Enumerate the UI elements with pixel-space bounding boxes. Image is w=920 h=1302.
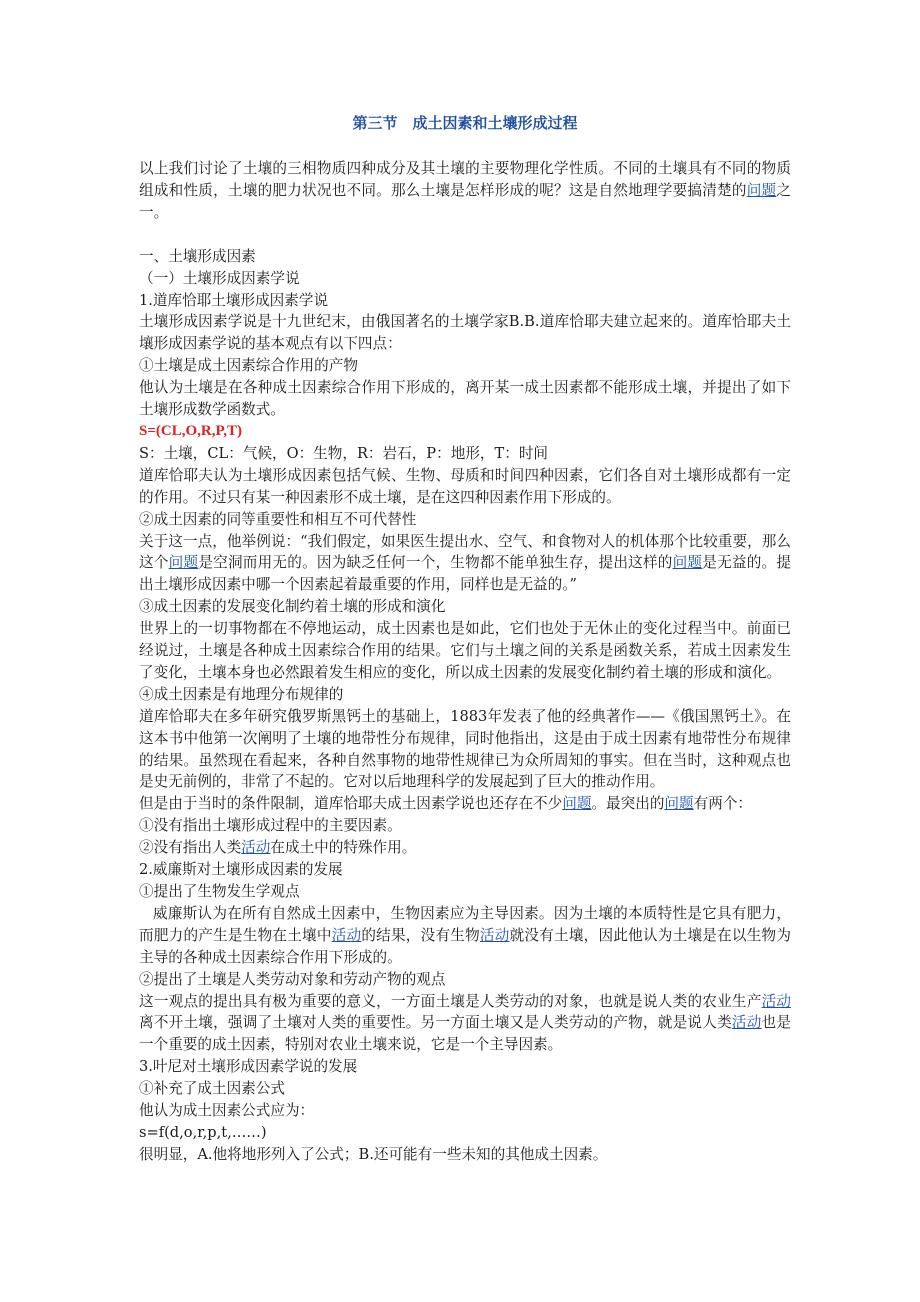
document-body: [139, 108, 791, 1166]
text-segment: ③成土因素的发展变化制约着土壤的形成和演化: [139, 598, 446, 616]
paragraph: [139, 465, 791, 509]
paragraph: [139, 859, 791, 881]
paragraph: [139, 1144, 791, 1166]
text-segment: 土壤形成因素学说是十九世纪末，由俄国著名的土壤学家B.B.道库恰耶夫建立起来的。道库恰耶夫土壤形成因素学说的基本观点有以下四点：: [139, 313, 791, 353]
text-segment: 他认为成土因素公式应为：: [139, 1102, 315, 1120]
paragraph: [139, 1122, 791, 1144]
paragraph: [139, 443, 791, 465]
paragraph: [139, 355, 791, 377]
text-segment: 也是一个重要的成土因素，特别对农业土壤来说，它是一个主导因素。: [139, 1014, 791, 1054]
text-segment: 之一。: [139, 181, 791, 221]
text-segment: ①土壤是成土因素综合作用的产物: [139, 357, 358, 375]
text-segment: 关于这一点，他举例说：“我们假定，如果医生提出水、空气、和食物对人的机体那个比较重要，那么这个: [139, 532, 791, 572]
keyword-link[interactable]: 问题: [746, 181, 777, 199]
paragraph: [139, 509, 791, 531]
paragraph: [139, 377, 791, 421]
text-segment: s=f(d,o,r,p,t,……): [139, 1123, 267, 1141]
text-segment: ②没有指出人类: [139, 839, 242, 857]
paragraph: [139, 290, 791, 312]
paragraph: [139, 596, 791, 618]
formula-line: [139, 421, 791, 443]
text-segment: 世界上的一切事物都在不停地运动，成土因素也是如此，它们也处于无休止的变化过程当中。前面已经说过，土壤是各种成土因素综合作用的结果。它们与土壤之间的关系是函数关系，若成土因素发生了变化，土壤本身也必然跟着发生相应的变化，所以成土因素的发展变化制约着土壤的形成和演化。: [139, 620, 791, 681]
text-segment: 1.道库恰耶土壤形成因素学说: [139, 291, 329, 309]
text-segment: 这一观点的提出具有极为重要的意义，一方面土壤是人类劳动的对象，也就是说人类的农业生产: [139, 992, 762, 1010]
text-segment: ②提出了土壤是人类劳动对象和劳动产物的观点: [139, 970, 446, 988]
paragraph: [139, 837, 791, 859]
paragraph: [139, 991, 791, 1057]
text-segment: ②成土因素的同等重要性和相互不可代替性: [139, 510, 417, 528]
keyword-link[interactable]: 问题: [168, 554, 199, 572]
paragraph: [139, 311, 791, 355]
paragraph: [139, 1078, 791, 1100]
keyword-link[interactable]: 活动: [479, 926, 510, 944]
text-segment: 但是由于当时的条件限制，道库恰耶夫成土因素学说也还存在不少: [139, 795, 563, 813]
text-segment: 一、土壤形成因素: [139, 247, 256, 265]
text-segment: 很明显，A.他将地形列入了公式；B.还可能有一些未知的其他成土因素。: [139, 1145, 608, 1163]
text-segment: 他认为土壤是在各种成土因素综合作用下形成的，离开某一成土因素都不能形成土壤，并提出了如下土壤形成数学函数式。: [139, 379, 791, 419]
text-segment: 有两个：: [693, 795, 753, 813]
paragraph: [139, 684, 791, 706]
paragraph: [139, 969, 791, 991]
text-segment: 3.叶尼对土壤形成因素学说的发展: [139, 1058, 358, 1076]
text-segment: 是无益的。提出土壤形成因素中哪一个因素起着最重要的作用，同样也是无益的。”: [139, 554, 791, 594]
paragraph: [139, 268, 791, 290]
paragraph: [139, 531, 791, 597]
paragraph: [139, 246, 791, 268]
text-segment: ①没有指出土壤形成过程中的主要因素。: [139, 817, 402, 835]
text-segment: ④成土因素是有地理分布规律的: [139, 685, 344, 703]
paragraph: [139, 903, 791, 969]
text-segment: 就没有土壤，因此他认为土壤是在以生物为主导的各种成土因素综合作用下形成的。: [139, 926, 791, 966]
text-segment: 离不开土壤，强调了土壤对人类的重要性。另一方面土壤又是人类劳动的产物，就是说人类: [139, 1014, 732, 1032]
text-segment: ①提出了生物发生学观点: [139, 883, 300, 900]
keyword-link[interactable]: 活动: [331, 926, 362, 944]
paragraph: [139, 1056, 791, 1078]
text-segment: 以上我们讨论了土壤的三相物质四种成分及其土壤的主要物理化学性质。不同的土壤具有不同的物质组成和性质，土壤的肥力状况也不同。那么土壤是怎样形成的呢？这是自然地理学要搞清楚的: [139, 160, 791, 199]
keyword-link[interactable]: 活动: [241, 839, 271, 857]
paragraph: [139, 1100, 791, 1122]
paragraph: [139, 815, 791, 837]
keyword-link[interactable]: 问题: [562, 795, 592, 813]
paragraph: [139, 158, 791, 224]
page-title: 第三节 成土因素和土壤形成过程: [352, 114, 578, 132]
text-segment: S：土壤，CL：气候，O：生物，R：岩石，P：地形，T：时间: [139, 444, 549, 462]
paragraph: [139, 793, 791, 815]
paragraph: [139, 881, 791, 903]
text-segment: 在成土中的特殊作用。: [270, 839, 417, 857]
paragraph: [139, 618, 791, 684]
text-segment: ①补充了成土因素公式: [139, 1080, 285, 1098]
text-segment: 是空洞而用无的。因为缺乏任何一个，生物都不能单独生存，提出这样的: [198, 554, 673, 572]
text-segment: 威廉斯认为在所有自然成土因素中，生物因素应为主导因素。因为土壤的本质特性是它具有肥力，而肥力的产生是生物在土壤中: [139, 904, 791, 944]
keyword-link[interactable]: 活动: [731, 1014, 762, 1032]
text-segment: S=(CL,O,R,P,T): [139, 422, 243, 439]
paragraph: [139, 706, 791, 794]
keyword-link[interactable]: 问题: [664, 795, 694, 813]
text-segment: 2.威廉斯对土壤形成因素的发展: [139, 861, 343, 879]
text-segment: （一）土壤形成因素学说: [139, 269, 300, 287]
paragraph-gap: [139, 224, 791, 246]
text-segment: 道库恰耶夫在多年研究俄罗斯黑钙土的基础上，1883年发表了他的经典著作——《俄国黑钙土》。在这本书中他第一次阐明了土壤的地带性分布规律，同时他指出，这是由于成土因素有地带性分布规律的结果。虽然现在看起来，各种自然事物的地带性规律已为众所周知的事实。但在当时，这种观点也是史无前例的，非常了不起的。它对以后地理科学的发展起到了巨大的推动作用。: [139, 707, 791, 791]
document-content: [139, 158, 791, 1166]
text-segment: 道库恰耶夫认为土壤形成因素包括气候、生物、母质和时间四种因素，它们各自对土壤形成都有一定的作用。不过只有某一种因素形不成土壤，是在这四种因素作用下形成的。: [139, 466, 791, 506]
keyword-link[interactable]: 活动: [761, 992, 791, 1010]
text-segment: 。最突出的: [591, 795, 665, 813]
keyword-link[interactable]: 问题: [672, 554, 703, 572]
text-segment: 的结果，没有生物: [361, 926, 480, 944]
